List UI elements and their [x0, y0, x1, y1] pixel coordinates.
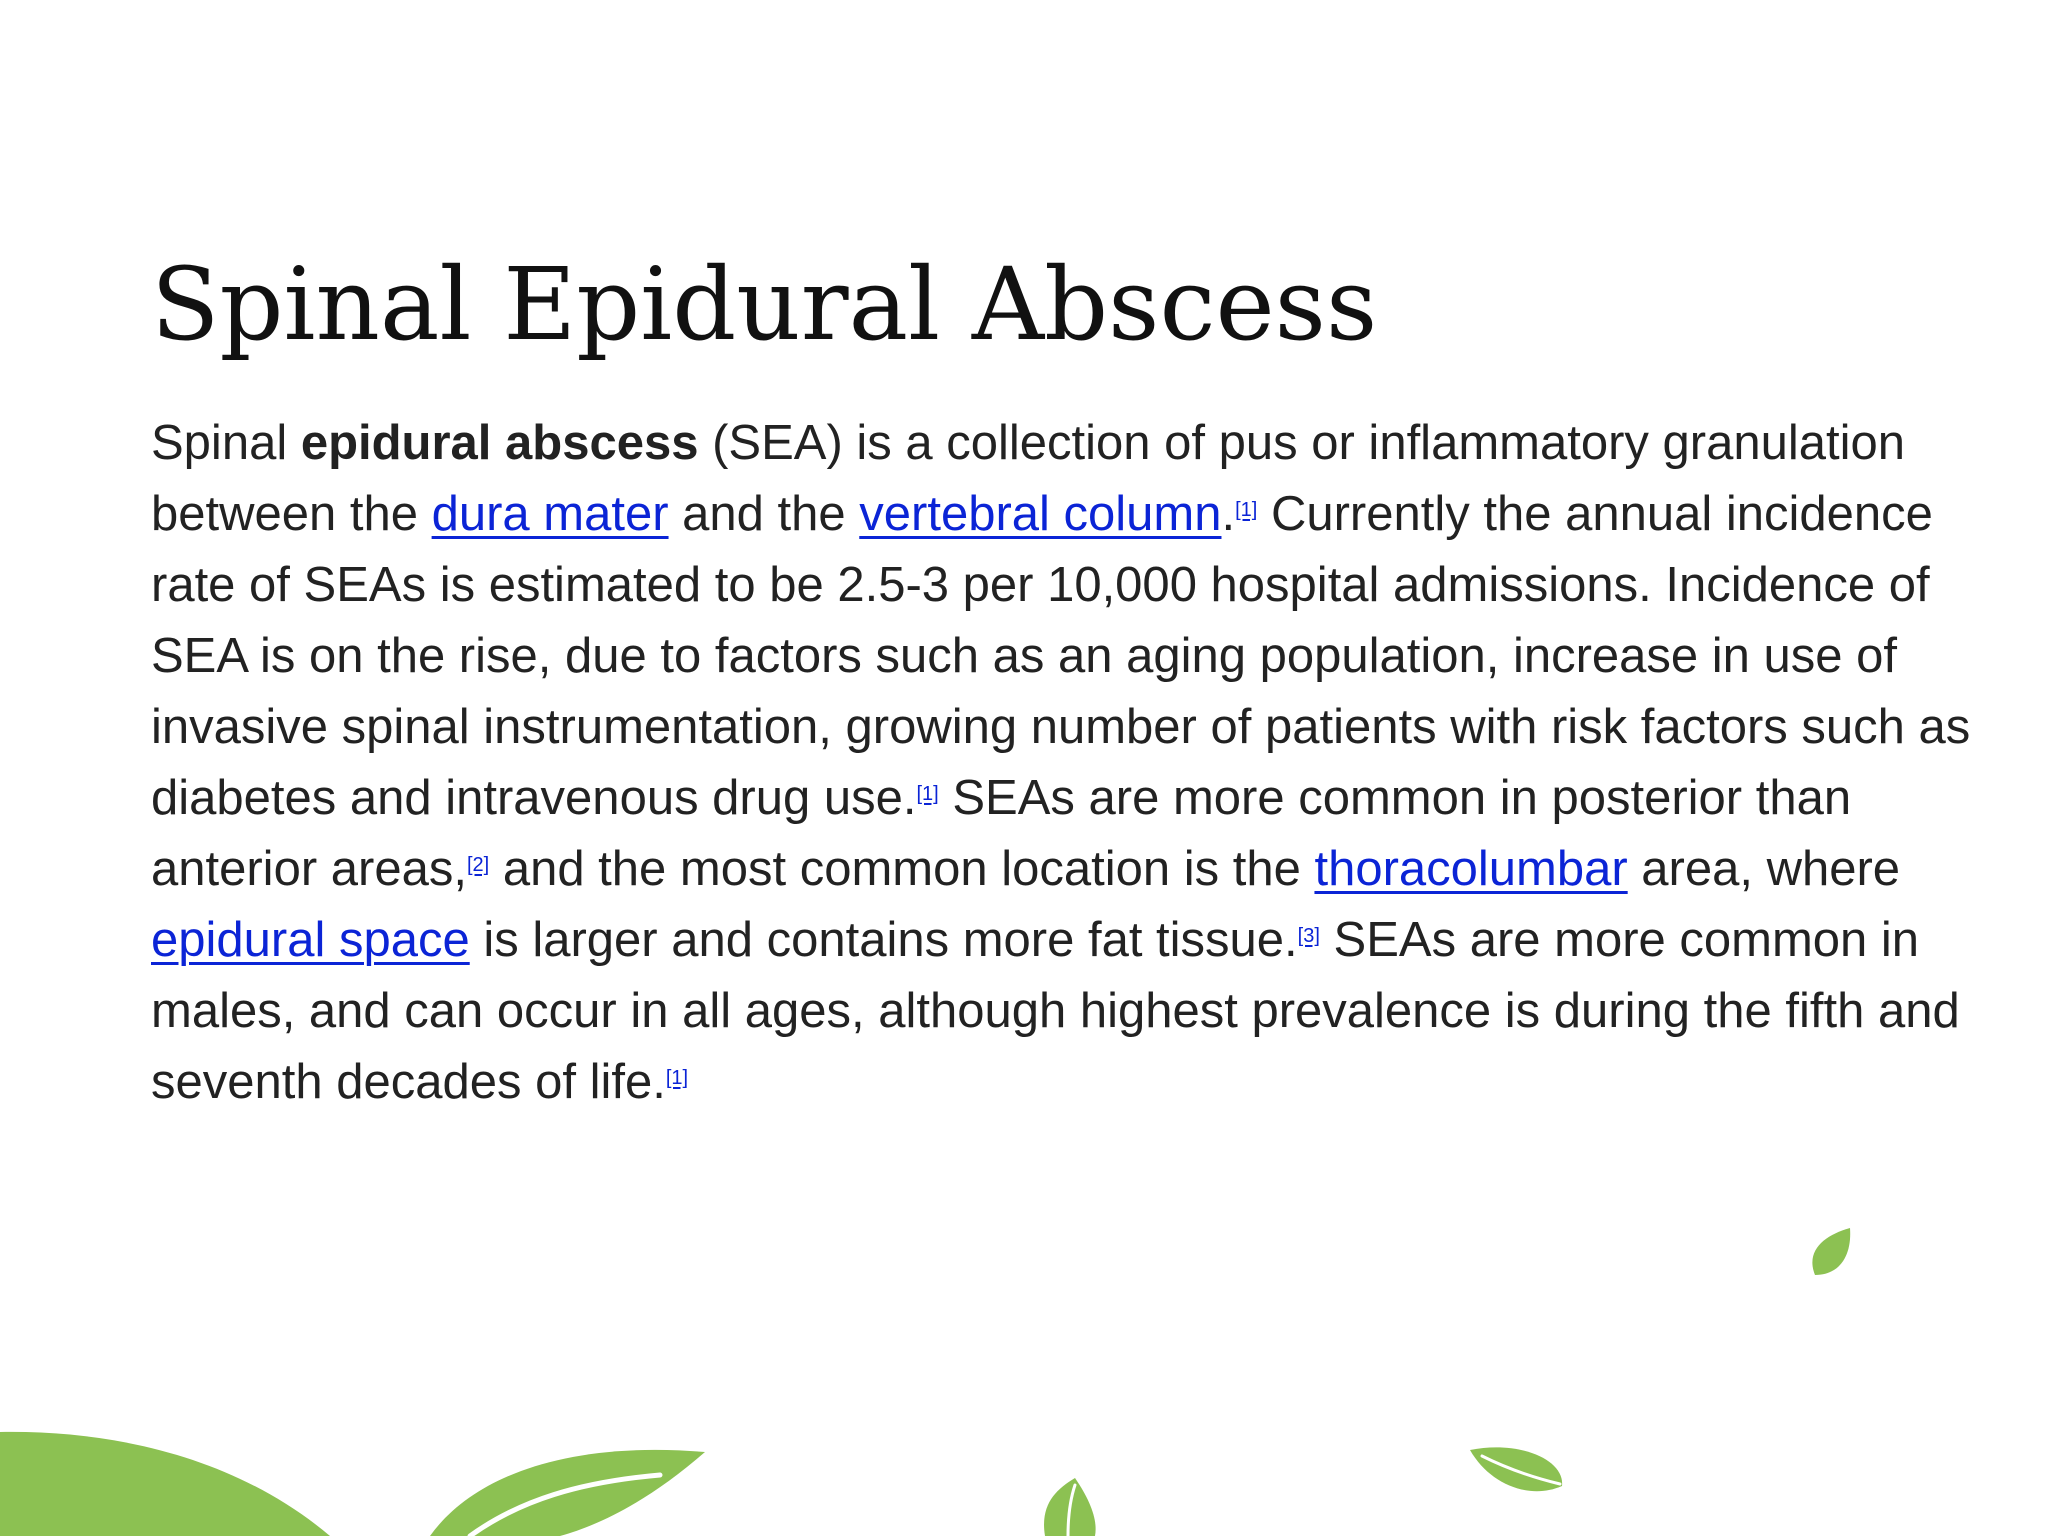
leaf-icon — [1044, 1478, 1096, 1536]
text-run: Currently the annual incidence rate of SEAs is estimated to be 2.5-3 per 10,000 hospital admissions. Incidence of SEA is on the rise, due to factors such as an aging population, increase in use of invasive spinal instrumentation, growing number of patients with risk factors such as diabetes and intravenous drug use. — [151, 487, 1971, 825]
link-epidural-space[interactable]: epidural space — [151, 913, 470, 967]
citation-superscript — [1235, 499, 1257, 521]
text-run: Spinal — [151, 416, 301, 470]
text-run: area, where — [1627, 842, 1901, 896]
citation-1[interactable]: [1] — [665, 1067, 689, 1089]
text-run: . — [1221, 487, 1236, 541]
text-run: and the — [668, 487, 860, 541]
text-run: and the most common location is the — [489, 842, 1315, 896]
link-thoracolumbar[interactable]: thoracolumbar — [1314, 842, 1628, 896]
citation-superscript — [467, 854, 489, 876]
citation-2[interactable]: [2] — [466, 854, 490, 876]
slide-title: Spinal Epidural Abscess — [151, 246, 1378, 363]
link-dura-mater[interactable]: dura mater — [431, 487, 669, 541]
bold-term: epidural abscess — [300, 416, 699, 470]
link-vertebral-column[interactable]: vertebral column — [859, 487, 1222, 541]
leaf-vein — [1482, 1456, 1560, 1484]
leaf-vein — [470, 1475, 660, 1536]
leaf-icon — [430, 1450, 705, 1536]
text-run: (SEA) is a collection of pus or inflammatory granulation between the — [151, 416, 1905, 541]
text-run: SEAs are more common in posterior than anterior areas, — [151, 771, 1852, 896]
citation-1[interactable]: [1] — [1235, 499, 1258, 521]
leaf-vein — [1068, 1485, 1075, 1536]
citation-superscript — [1298, 925, 1320, 947]
text-run: is larger and contains more fat tissue. — [469, 913, 1298, 967]
body-paragraph — [151, 408, 1981, 1118]
citation-3[interactable]: [3] — [1297, 925, 1320, 947]
leaf-icon — [1812, 1228, 1850, 1275]
leaf-icon — [0, 1432, 330, 1536]
text-run: SEAs are more common in males, and can occur in all ages, although highest prevalence is during the fifth and seventh decades of life. — [151, 913, 1960, 1109]
citation-superscript — [916, 783, 938, 805]
citation-superscript — [666, 1067, 688, 1089]
leaf-icon — [1470, 1447, 1562, 1491]
citation-1[interactable]: [1] — [916, 783, 939, 805]
